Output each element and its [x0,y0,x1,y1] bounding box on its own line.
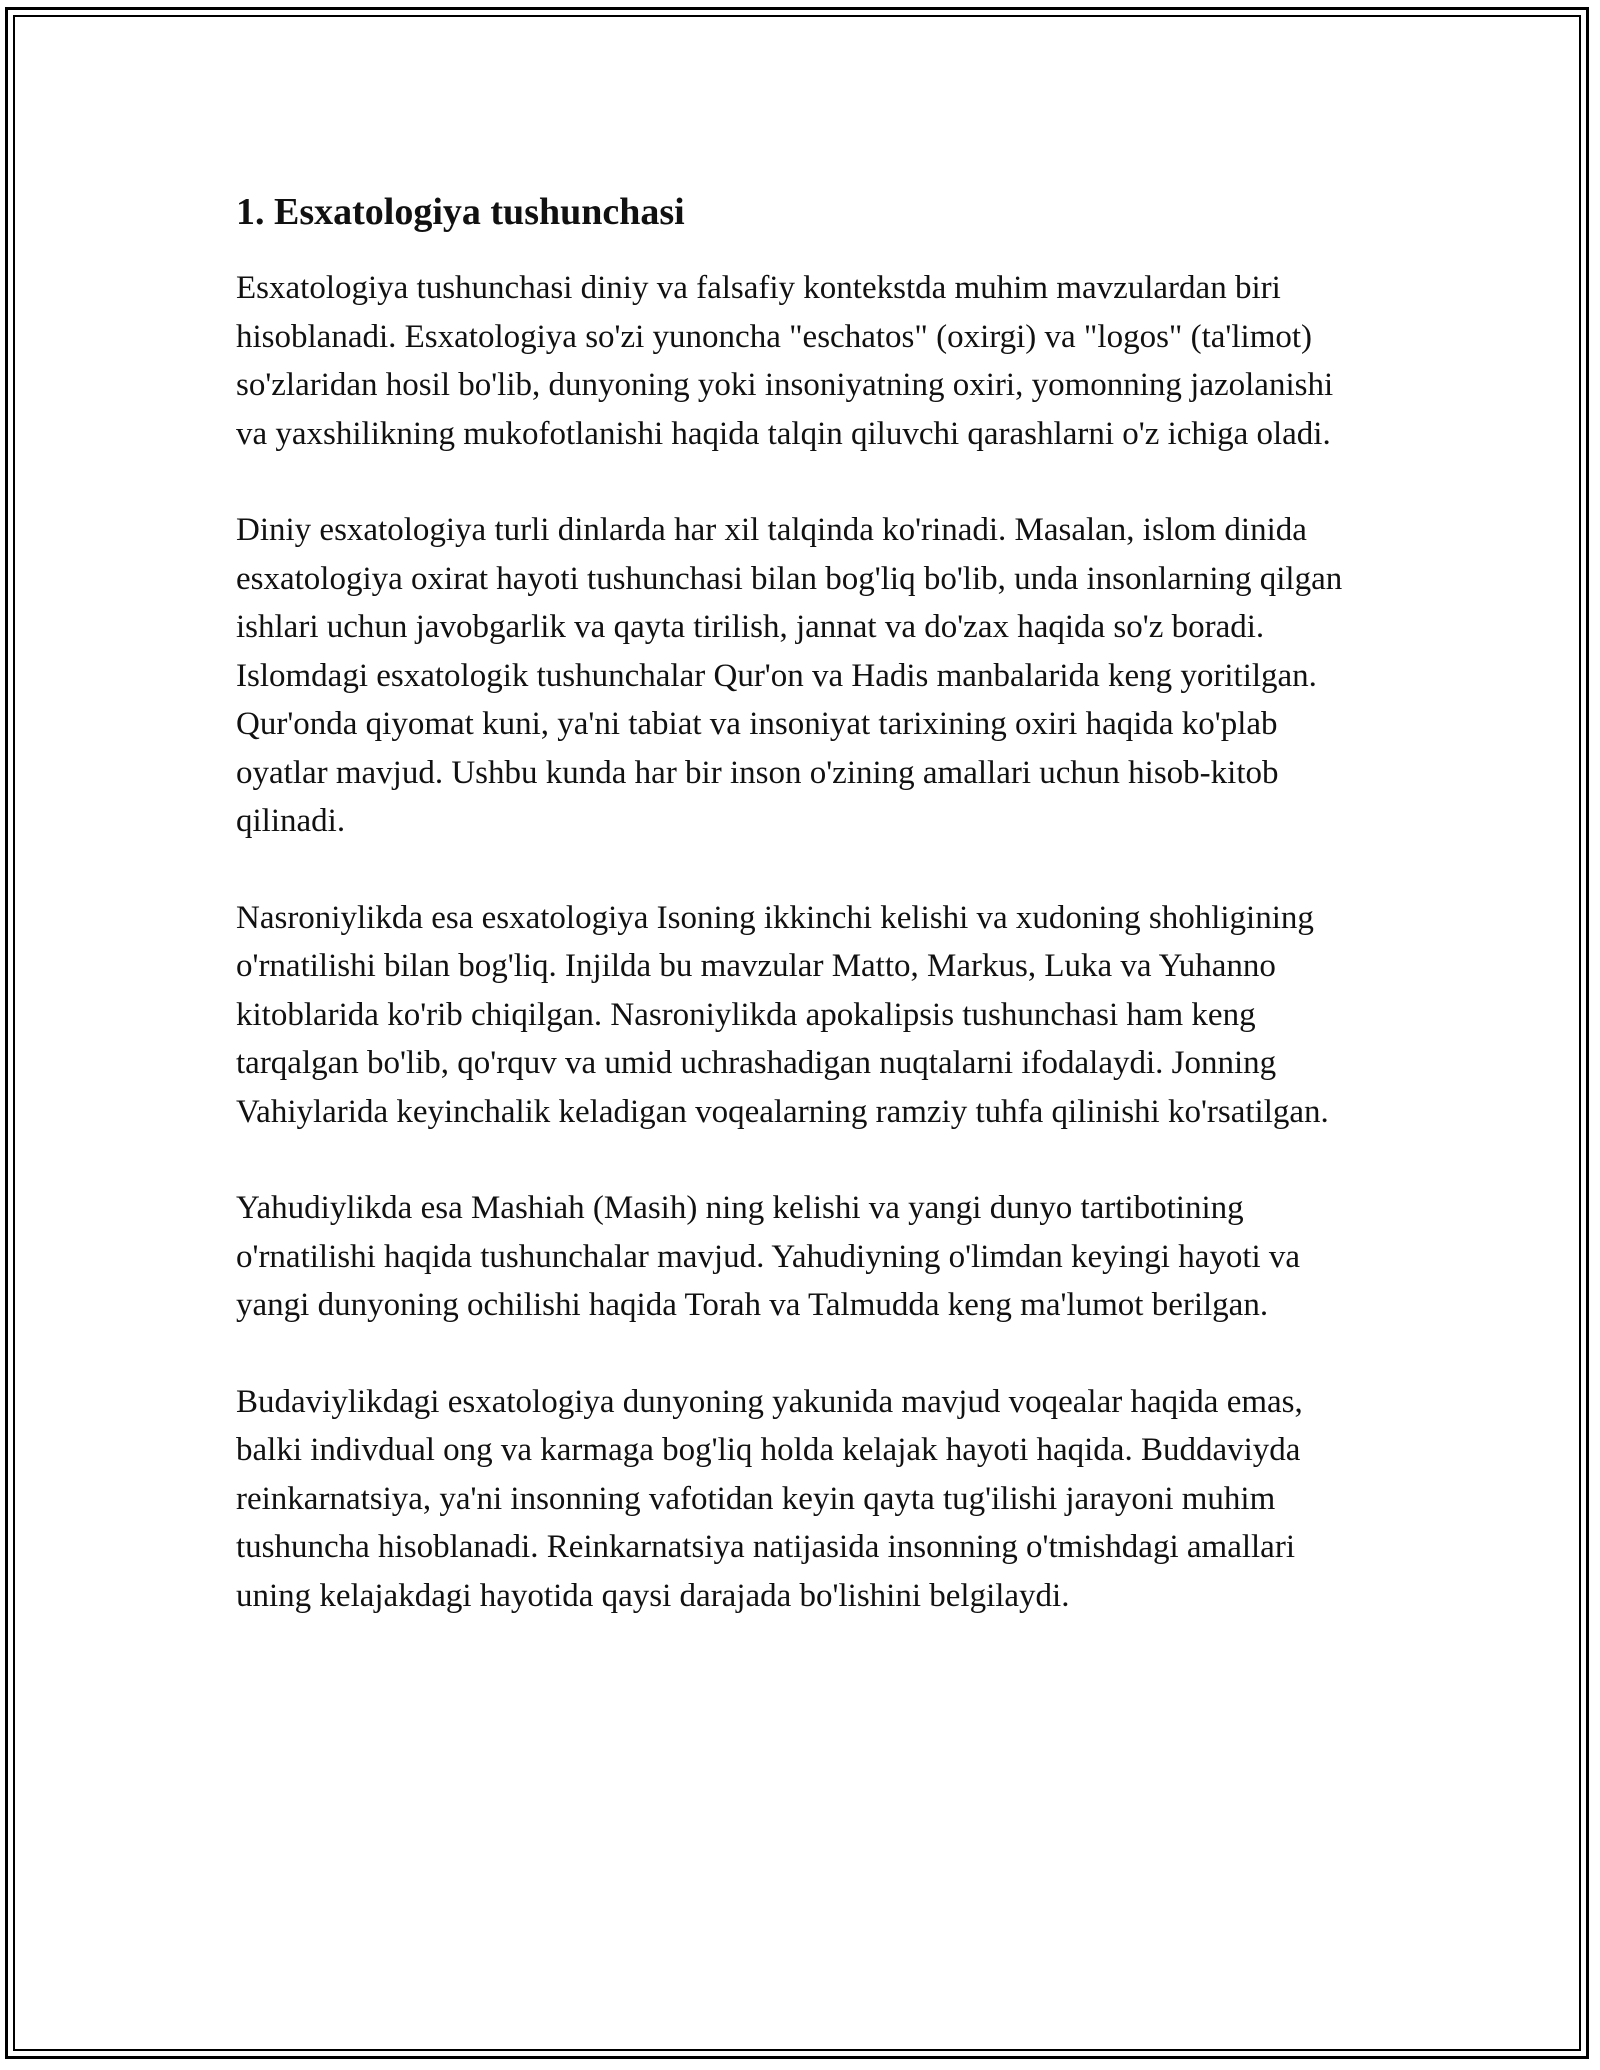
section-heading: 1. Esxatologiya tushunchasi [236,191,685,233]
paragraph-islam: Diniy esxatologiya turli dinlarda har xil talqinda ko'rinadi. Masalan, islom dinida esxatologiya oxirat hayoti tushunchasi bilan bog'liq bo'lib, unda insonlarning qilgan ishlari uchun javobgarlik va qayta tirilish, jannat va do'zax haqida so'z boradi. Islomdagi esxatologik tushunchalar Qur'on va Hadis manbalarida keng yoritilgan. Qur'onda qiyomat kuni, ya'ni tabiat va insoniyat tarixining oxiri haqida ko'plab oyatlar mavjud. Ushbu kunda har bir inson o'zining amallari uchun hisob-kitob qilinadi. [236,512,1343,839]
document-body [236,188,1366,1668]
paragraph-buddhism: Budaviylikdagi esxatologiya dunyoning yakunida mavjud voqealar haqida emas, balki indivdual ong va karmaga bog'liq holda kelajak hayoti haqida. Buddaviyda reinkarnatsiya, ya'ni insonning vafotidan keyin qayta tug'ilishi jarayoni muhim tushuncha hisoblanadi. Reinkarnatsiya natijasida insonning o'tmishdagi amallari uning kelajakdagi hayotida qaysi darajada bo'lishini belgilaydi. [236,1383,1303,1614]
paragraph-judaism: Yahudiylikda esa Mashiah (Masih) ning kelishi va yangi dunyo tartibotining o'rnatilishi haqida tushunchalar mavjud. Yahudiyning o'limdan keyingi hayoti va yangi dunyoning ochilishi haqida Torah va Talmudda keng ma'lumot berilgan. [236,1190,1301,1323]
paragraph-christianity: Nasroniylikda esa esxatologiya Isoning ikkinchi kelishi va xudoning shohligining o'rnatilishi bilan bog'liq. Injilda bu mavzular Matto, Markus, Luka va Yuhanno kitoblarida ko'rib chiqilgan. Nasroniylikda apokalipsis tushunchasi ham keng tarqalgan bo'lib, qo'rquv va umid uchrashadigan nuqtalarni ifodalaydi. Jonning Vahiylarida keyinchalik keladigan voqealarning ramziy tuhfa qilinishi ko'rsatilgan. [236,899,1329,1130]
paragraph-definition: Esxatologiya tushunchasi diniy va falsafiy kontekstda muhim mavzulardan biri hisoblanadi. Esxatologiya so'zi yunoncha "eschatos" (oxirgi) va "logos" (ta'limot) so'zlaridan hosil bo'lib, dunyoning yoki insoniyatning oxiri, yomonning jazolanishi va yaxshilikning mukofotlanishi haqida talqin qiluvchi qarashlarni o'z ichiga oladi. [236,270,1334,452]
